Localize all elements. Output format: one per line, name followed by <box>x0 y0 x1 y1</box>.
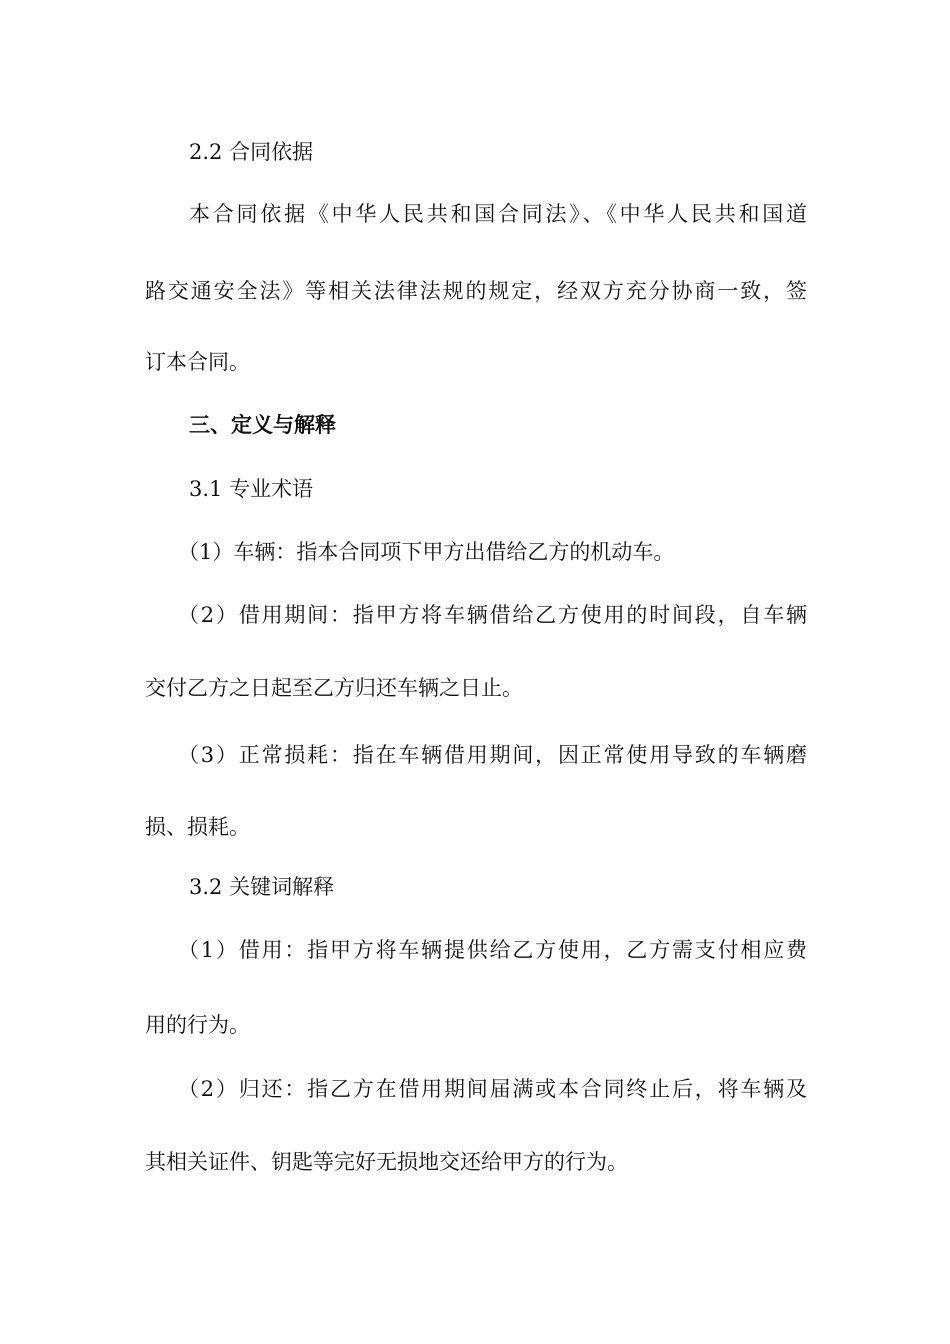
paragraph-2-2-line-1: 本合同依据《中华人民共和国合同法》、《中华人民共和国道 <box>189 202 807 226</box>
paragraph-2-2-line-3: 订本合同。 <box>145 350 250 374</box>
definition-3-line-2: 损、损耗。 <box>145 815 250 839</box>
section-3-2-heading: 3.2 关键词解释 <box>189 875 335 899</box>
definition-2-line-2: 交付乙方之日起至乙方归还车辆之日止。 <box>145 676 523 700</box>
paragraph-2-2-line-2: 路交通安全法》等相关法律法规的规定，经双方充分协商一致，签 <box>145 279 807 303</box>
definition-2-line-1: （2）借用期间：指甲方将车辆借给乙方使用的时间段，自车辆 <box>178 603 807 627</box>
section-3-heading: 三、定义与解释 <box>189 412 336 437</box>
definition-3-line-1: （3）正常损耗：指在车辆借用期间，因正常使用导致的车辆磨 <box>178 743 807 767</box>
keyword-2-line-1: （2）归还：指乙方在借用期间届满或本合同终止后，将车辆及 <box>178 1077 807 1101</box>
keyword-2-line-2: 其相关证件、钥匙等完好无损地交还给甲方的行为。 <box>145 1150 628 1174</box>
keyword-1-line-2: 用的行为。 <box>145 1013 250 1037</box>
keyword-1-line-1: （1）借用：指甲方将车辆提供给乙方使用，乙方需支付相应费 <box>178 938 807 962</box>
definition-1-line-1: （1）车辆：指本合同项下甲方出借给乙方的机动车。 <box>178 540 675 564</box>
section-2-2-heading: 2.2 合同依据 <box>189 140 314 164</box>
section-3-1-heading: 3.1 专业术语 <box>189 477 314 501</box>
